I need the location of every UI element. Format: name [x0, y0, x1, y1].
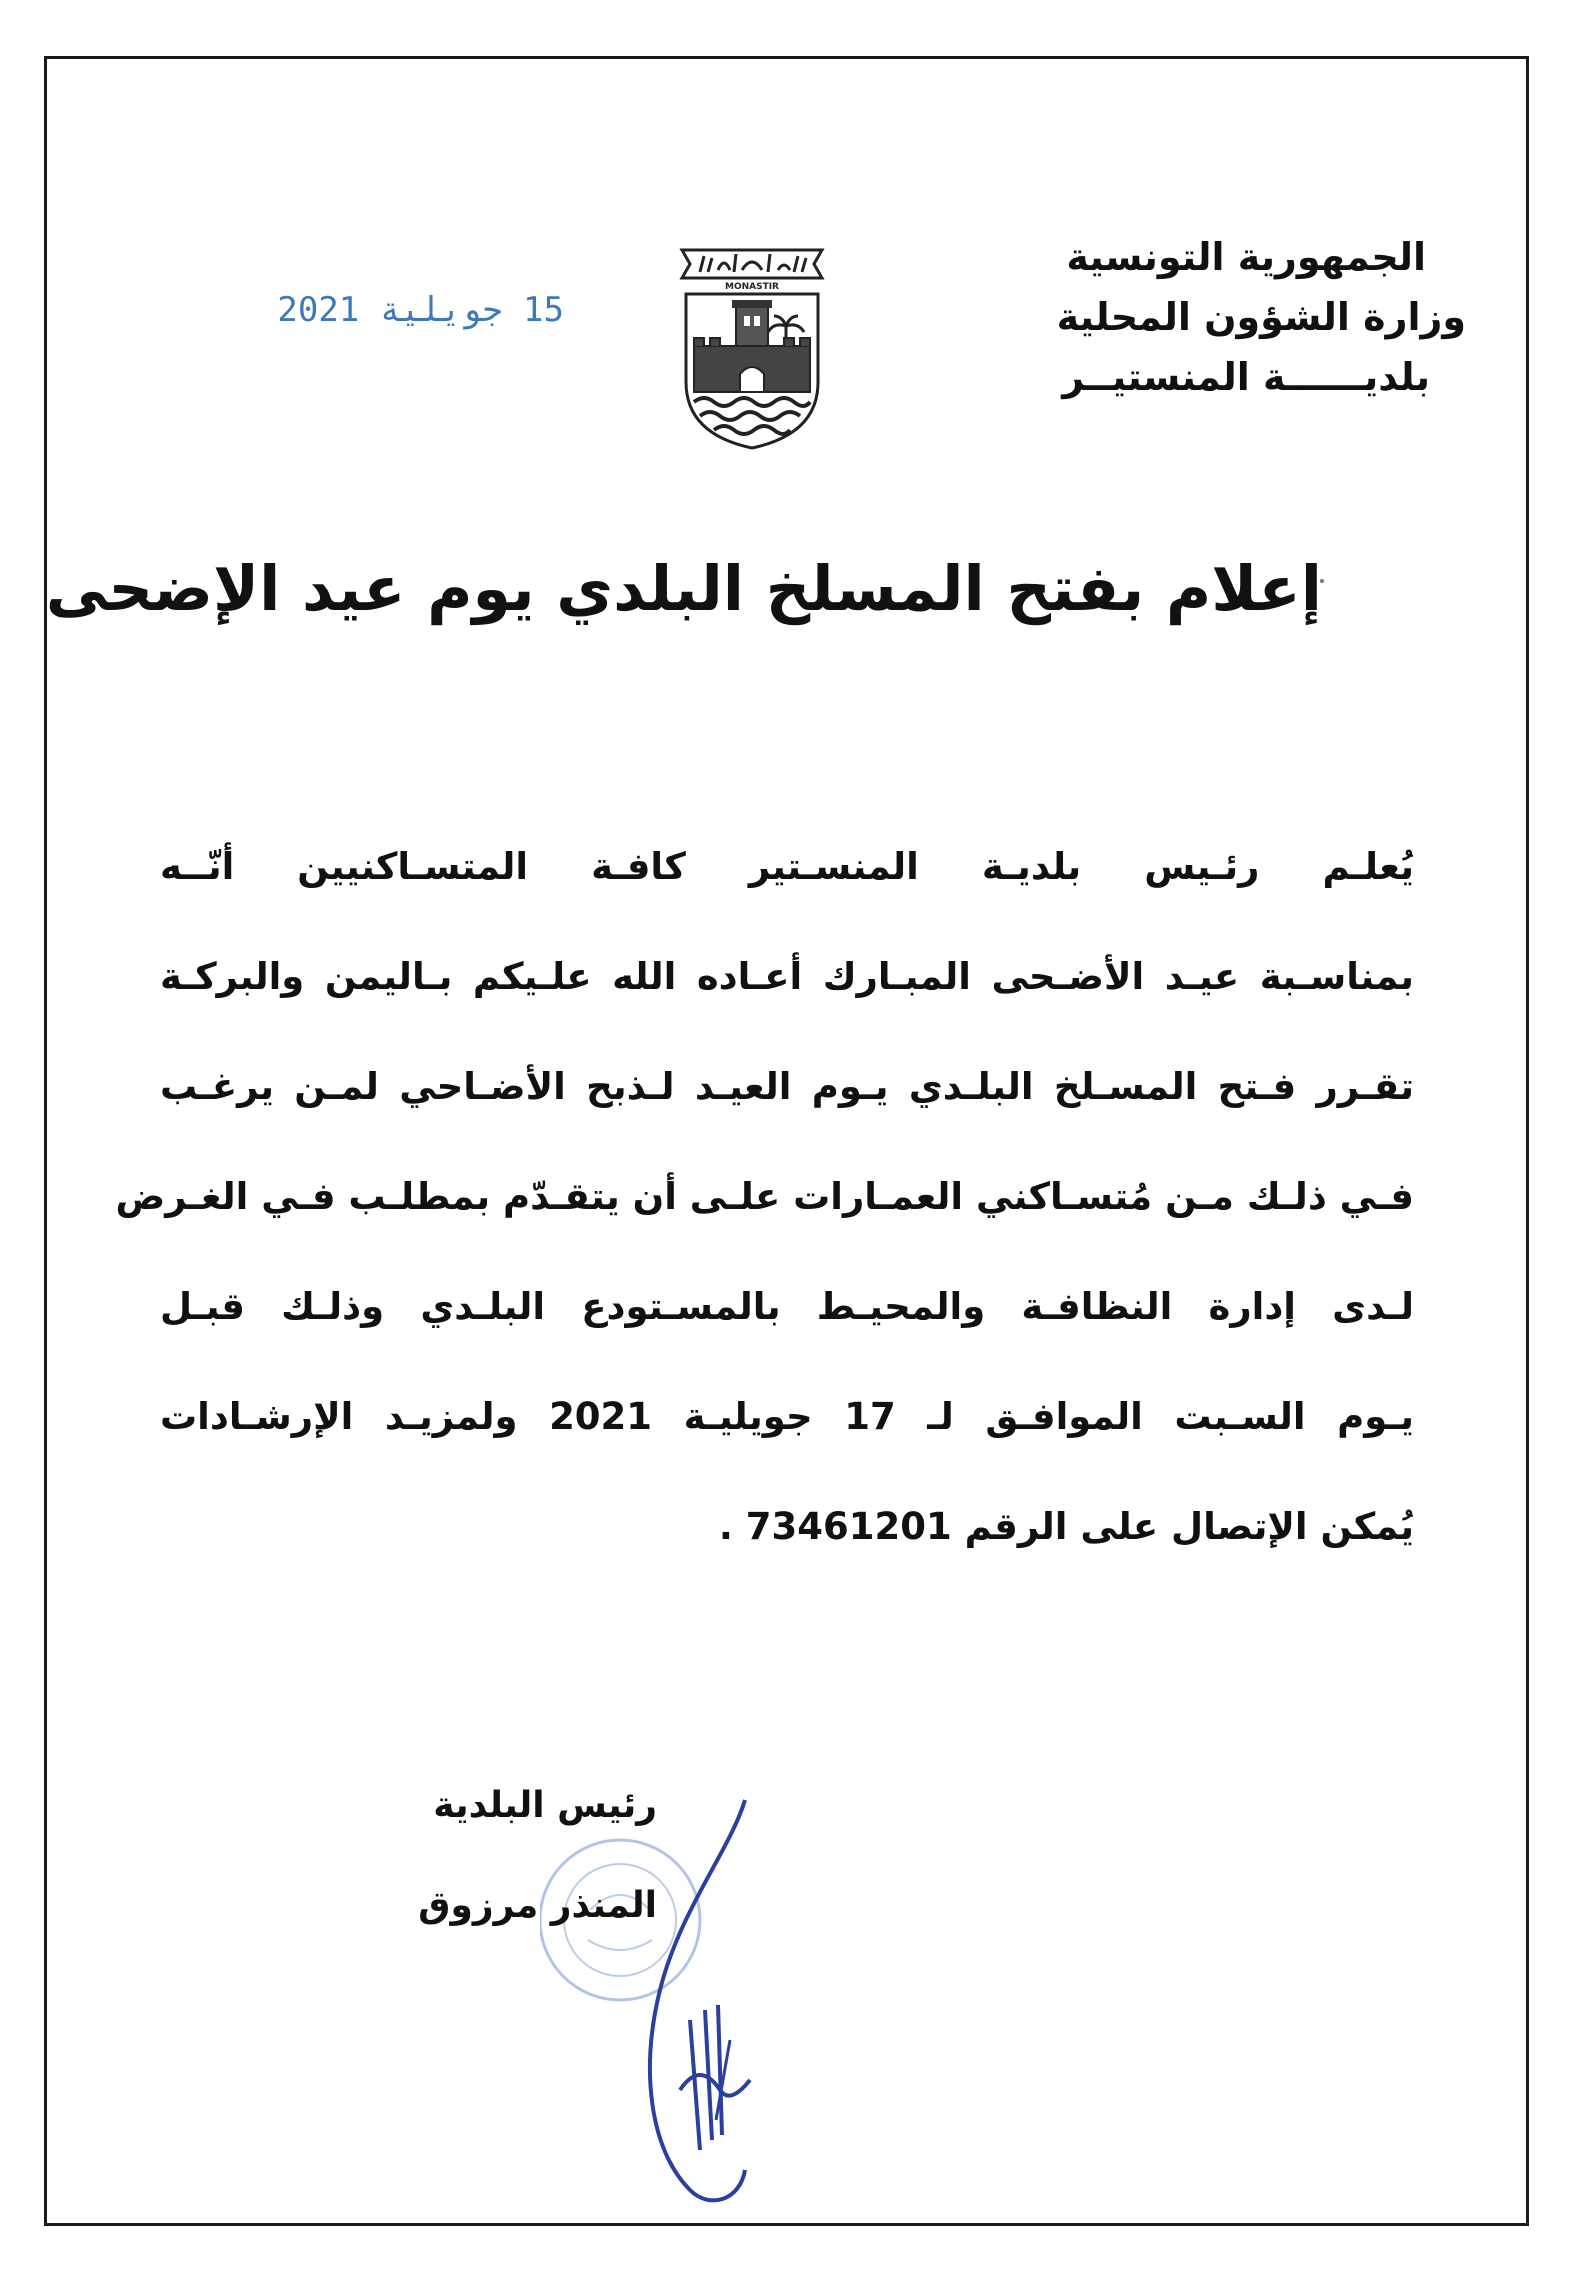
letterhead-republic: الجمهورية التونسية [1066, 235, 1426, 279]
letterhead [1046, 235, 1466, 418]
body-line: فـي ذلـك مـن مُتسـاكني العمـارات علـى أن يتقـدّم بمطلـب فـي الغـرض [115, 1175, 1414, 1218]
body-line: لـدى إدارة النظافـة والمحيـط بالمسـتودع البلـدي وذلـك قبـل [160, 1285, 1414, 1328]
body-line: يُمكن الإتصال على الرقم 73461201 . [718, 1505, 1414, 1548]
letterhead-ministry: وزارة الشؤون المحلية [1056, 295, 1466, 339]
signatory-role: رئيس البلدية [433, 1785, 657, 1826]
crest-caption: MONASTIR [724, 282, 780, 292]
body-line: يـوم السـبت الموافـق لـ 17 جويليـة 2021 ولمزيـد الإرشـادات [160, 1395, 1414, 1438]
signature-block [337, 1785, 657, 1945]
signatory-name: المنذر مرزوق [418, 1885, 657, 1926]
received-date-stamp: 15 جويلية 2021 [277, 290, 564, 330]
notice-title: إعلام بفتح المسلخ البلدي يوم عيد الإضحى [45, 552, 1322, 625]
letterhead-municipality: بلديــــــة المنستيــر [1062, 355, 1430, 399]
notice-body [115, 832, 1414, 1602]
body-line: بمناسـبة عيـد الأضـحى المبـارك أعـاده الله علـيكم بـاليمن والبركـة [160, 955, 1414, 998]
monastir-crest-icon [674, 242, 830, 452]
body-line: تقـرر فـتح المسـلخ البلـدي يـوم العيـد لـذبح الأضـاحي لمـن يرغـب [160, 1065, 1414, 1108]
body-line: يُعلـم رئـيس بلديـة المنسـتير كافـة المتسـاكنيين أنّــه [160, 845, 1414, 888]
